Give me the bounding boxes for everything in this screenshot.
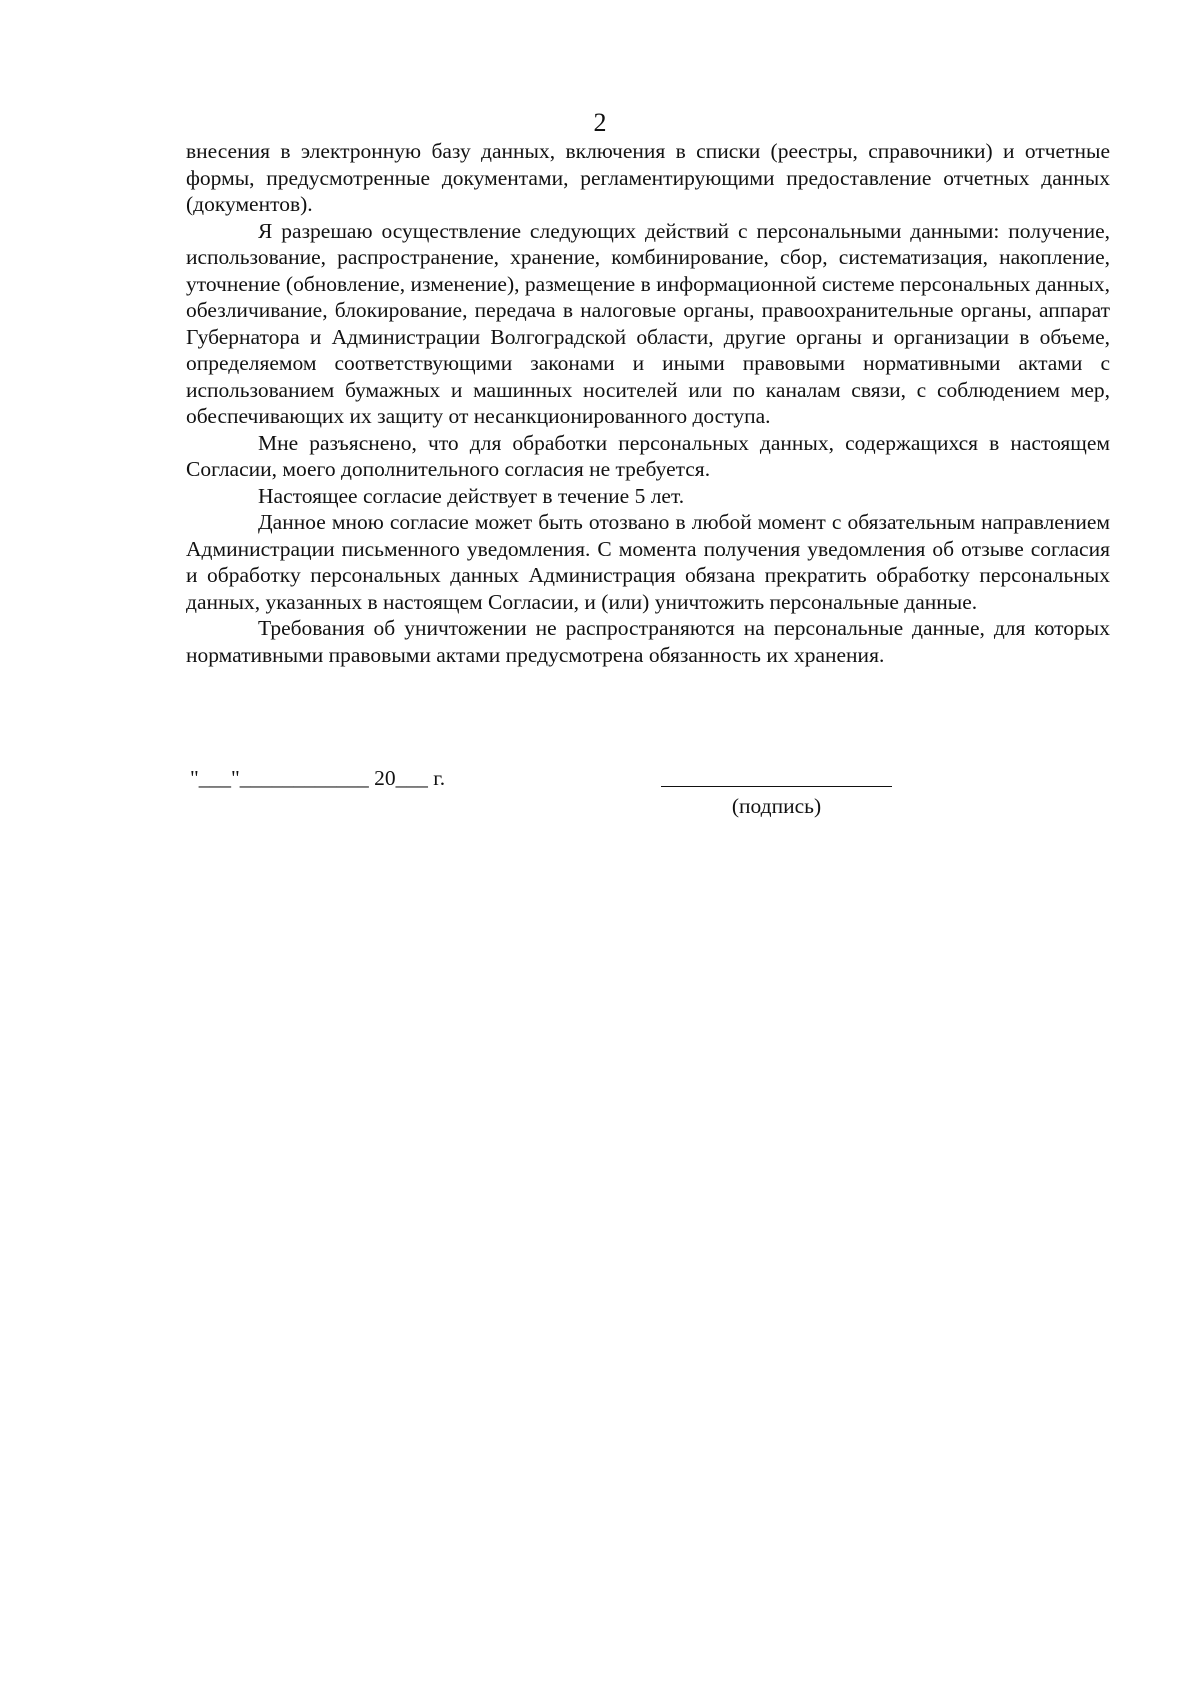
- paragraph-validity-period: Настоящее согласие действует в течение 5 лет.: [258, 483, 685, 508]
- paragraph-destruction-requirements: Требования об уничтожении не распространяются на персональные данные, для которых нормативными правовыми актами предусмотрена обязанность их хранения.: [186, 616, 1110, 667]
- paragraph-revocation: Данное мною согласие может быть отозвано в любой момент с обязательным направлением Администрации письменного уведомления. С момента получения уведомления об отзыве согласия и обработку персональных данных Администрация обязана прекратить обработку персональных данных, указанных в настоящем Согласии, и (или) уничтожить персональные данные.: [186, 510, 1110, 614]
- document-body: [186, 138, 1110, 668]
- page-number: 2: [593, 108, 607, 137]
- paragraph-continuation: внесения в электронную базу данных, включения в списки (реестры, справочники) и отчетные формы, предусмотренные документами, регламентирующими предоставление отчетных данных (документов).: [186, 139, 1110, 216]
- paragraph-explanation: Мне разъяснено, что для обработки персональных данных, содержащихся в настоящем Согласии, моего дополнительного согласия не требуется.: [186, 430, 1110, 481]
- date-field: "___"____________ 20___ г.: [190, 766, 446, 790]
- signature-label: (подпись): [731, 794, 822, 818]
- paragraph-permitted-actions: Я разрешаю осуществление следующих действий с персональными данными: получение, использование, распространение, хранение, комбинирование, сбор, систематизация, накопление, уточнение (обновление, изменение), размещение в информационной системе персональных данных, обезличивание, блокирование, передача в налоговые органы, правоохранительные органы, аппарат Губернатора и Администрации Волгоградской области, другие органы и организации в объеме, определяемом соответствующими законами и иными правовыми нормативными актами с использованием бумажных и машинных носителей или по каналам связи, с соблюдением мер, обеспечивающих их защиту от несанкционированного доступа.: [186, 218, 1110, 428]
- signature-line: [661, 786, 892, 787]
